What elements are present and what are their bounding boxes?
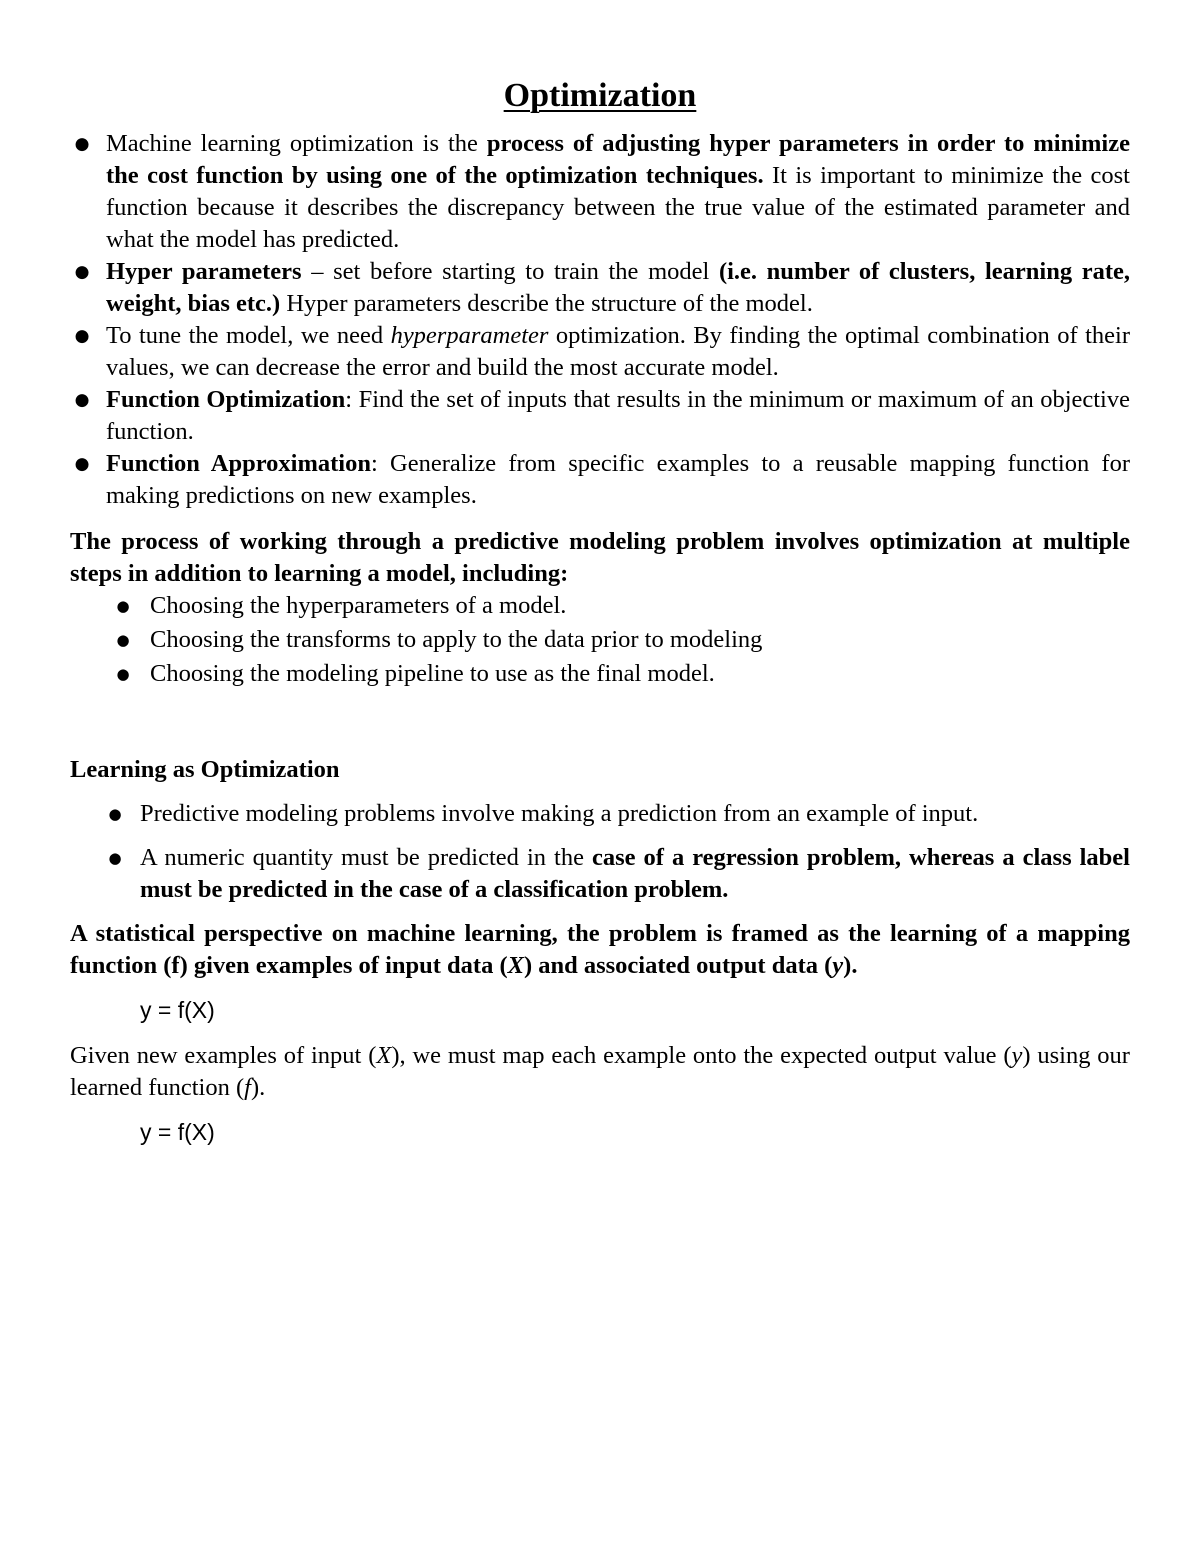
bullet-item-hyper-parameters	[70, 256, 1130, 320]
page-title: Optimization	[503, 77, 697, 114]
document-page	[70, 66, 1130, 1162]
text-run: A statistical perspective on machine learning, the problem is framed as the learning of a mapping function (f) given examples of input data (	[70, 920, 1130, 979]
text-run: Hyper parameters describe the structure of the model.	[280, 290, 813, 317]
learning-heading: Learning as Optimization	[70, 756, 340, 783]
text-run: ).	[843, 952, 858, 979]
bullet-icon: ●	[116, 665, 130, 683]
bullet-icon: ●	[108, 849, 122, 867]
bullet-item-ml-optimization	[70, 128, 1130, 256]
text-run: : Generalize from specific examples to a reusable mapping function for making predictions on new examples.	[106, 450, 1130, 509]
text-run: ), we must map each example onto the expected output value (	[391, 1042, 1012, 1069]
bullet-item-function-optimization	[70, 384, 1130, 448]
bullet-icon: ●	[74, 326, 90, 346]
bullet-item-tune-model	[70, 320, 1130, 384]
bullet-icon: ●	[116, 631, 130, 649]
list-item	[114, 658, 1130, 690]
text-run: – set before starting to train the model	[301, 258, 719, 285]
bullet-icon: ●	[108, 805, 122, 823]
bullet-item-function-approximation	[70, 448, 1130, 512]
bold-run: Function Optimization	[106, 386, 346, 413]
bullet-icon: ●	[74, 262, 90, 282]
list-item	[114, 624, 1130, 656]
italic-run: X	[376, 1042, 392, 1069]
italic-run: y	[832, 952, 844, 979]
text-run: ).	[250, 1074, 266, 1101]
text-run: Machine learning optimization is the	[106, 130, 487, 157]
list-item-text: Choosing the hyperparameters of a model.	[150, 592, 567, 619]
list-item-text: Predictive modeling problems involve making a prediction from an example of input.	[140, 800, 979, 827]
text-run: ) and associated output data (	[523, 952, 833, 979]
statistical-paragraph	[70, 918, 1130, 982]
bold-run: Function Approximation	[106, 450, 371, 477]
list-item	[114, 590, 1130, 622]
list-item-text: Choosing the modeling pipeline to use as the final model.	[150, 660, 715, 687]
list-item	[106, 798, 1130, 830]
italic-run: X	[507, 952, 524, 979]
equation: y = f(X)	[140, 997, 215, 1023]
bullet-icon: ●	[116, 597, 130, 615]
text-run: A numeric quantity must be predicted in the	[140, 844, 592, 871]
text-run: Given new examples of input (	[70, 1042, 377, 1069]
process-list	[70, 590, 1130, 690]
bold-run: process of adjusting hyper parameters in order to minimize the cost function by using one of the optimization techniques.	[106, 130, 1130, 189]
process-paragraph: The process of working through a predictive modeling problem involves optimization at multiple steps in addition to learning a model, including:	[70, 528, 1130, 587]
italic-run: y	[1011, 1042, 1023, 1069]
italic-run: f	[244, 1074, 251, 1101]
bold-run: case of a regression problem, whereas a class label must be predicted in the case of a classification problem.	[140, 844, 1130, 903]
bold-run: (i.e. number of clusters, learning rate, weight, bias etc.)	[106, 258, 1130, 317]
learning-list	[70, 798, 1130, 906]
text-run: It is important to minimize the cost function because it describes the discrepancy between the true value of the estimated parameter and what the model has predicted.	[106, 162, 1130, 253]
bold-run: Hyper parameters	[106, 258, 302, 285]
bullet-icon: ●	[74, 390, 90, 410]
equation: y = f(X)	[140, 1119, 215, 1145]
text-run: To tune the model, we need	[106, 322, 391, 349]
italic-run: hyperparameter	[390, 322, 549, 349]
text-run: optimization. By finding the optimal combination of their values, we can decrease the error and build the most accurate model.	[106, 322, 1130, 381]
main-bullet-list	[70, 128, 1130, 512]
list-item	[106, 842, 1130, 906]
bullet-icon: ●	[74, 454, 90, 474]
text-run: ) using our learned function (	[70, 1042, 1130, 1101]
text-run: : Find the set of inputs that results in the minimum or maximum of an objective function.	[106, 386, 1130, 445]
list-item-text: Choosing the transforms to apply to the data prior to modeling	[150, 626, 763, 653]
given-paragraph	[70, 1040, 1130, 1104]
bullet-icon: ●	[74, 134, 90, 154]
